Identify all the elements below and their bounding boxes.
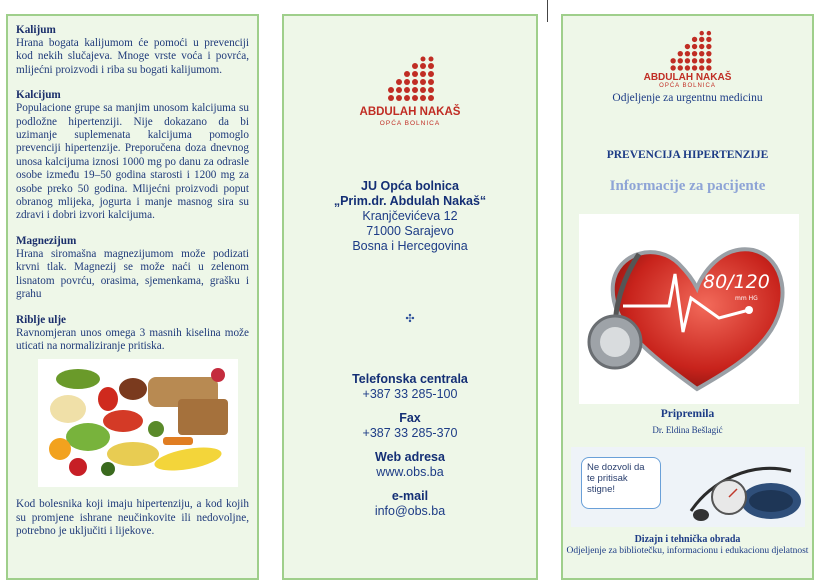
prevention-title: PREVENCIJA HIPERTENZIJE xyxy=(606,149,769,161)
prepared-label: Pripremila xyxy=(660,408,715,420)
section-body: Hrana siromašna magnezijumom može podizati krvni tlak. Magnezij se može naći u zelenom lisnatom povrću, orasima, sjemenkama, grašku i grahu xyxy=(16,247,249,301)
section-kalcijum xyxy=(16,89,249,223)
heart-reading: 80/120 xyxy=(703,271,770,293)
design-credit: Odjeljenje za bibliotečku, informacionu i edukacionu djelatnost xyxy=(566,546,809,556)
slogan-bubble: Ne dozvoli da te pritisak stigne! xyxy=(581,457,661,509)
closing-note: Kod bolesnika koji imaju hipertenziju, a kod kojih su promjene ishrane neučinkovite ili nedovoljne, potrebno je uključiti i lijekove. xyxy=(16,498,249,538)
heart-icon xyxy=(579,214,799,404)
address-block xyxy=(284,179,536,254)
section-kalijum xyxy=(16,24,249,77)
email-link[interactable]: info@obs.ba xyxy=(374,504,446,518)
email-label: e-mail xyxy=(391,489,429,503)
fax-value: +387 33 285-370 xyxy=(362,426,458,440)
healthy-food-image xyxy=(38,359,238,487)
hospital-logo-icon xyxy=(666,30,716,72)
phone-value: +387 33 285-100 xyxy=(362,387,458,401)
heart-unit: mm HG xyxy=(735,295,758,302)
org-name: JU Opća bolnica xyxy=(361,179,459,193)
department: Odjeljenje za urgentnu medicinu xyxy=(612,92,763,104)
patient-info-title: Informacije za pacijente xyxy=(609,178,766,194)
sphygmomanometer-icon xyxy=(681,451,805,527)
web-link[interactable]: www.obs.ba xyxy=(376,465,444,479)
section-title: Kalcijum xyxy=(16,89,61,102)
heart-illustration xyxy=(579,214,799,404)
country: Bosna i Hercegovina xyxy=(352,239,468,253)
panel-contact xyxy=(282,14,538,580)
org-fullname: „Prim.dr. Abdulah Nakaš“ xyxy=(333,194,487,208)
section-title: Riblje ulje xyxy=(16,313,67,326)
logo-subtitle: OPĆA BOLNICA xyxy=(379,120,441,127)
fax-label: Fax xyxy=(399,411,421,425)
logo-name: ABDULAH NAKAŠ xyxy=(359,106,461,118)
design-title: Dizajn i tehnička obrada xyxy=(634,534,741,545)
author-name: Dr. Eldina Bešlagić xyxy=(652,425,723,435)
web-label: Web adresa xyxy=(375,450,445,464)
section-body: Hrana bogata kalijumom će pomoći u prevenciji kod nekih slučajeva. Mnoge vrste voća i povrća, mlijećni proizvodi i riba su bogati kalijumom. xyxy=(16,37,249,76)
logo-name: ABDULAH NAKAŠ xyxy=(643,72,732,83)
section-magnezijum xyxy=(16,235,249,302)
contact-list xyxy=(284,372,536,528)
section-title: Kalijum xyxy=(16,24,56,36)
panel-nutrition xyxy=(6,14,259,580)
street: Kranjčevićeva 12 xyxy=(362,209,458,223)
fold-mark xyxy=(547,0,548,22)
section-body: Ravnomjeran unos omega 3 masnih kiselina može uticati na normaliziranje pritiska. xyxy=(16,326,249,352)
panel-cover xyxy=(561,14,814,580)
section-riblje-ulje xyxy=(16,314,249,354)
section-title: Magnezijum xyxy=(16,234,77,247)
logo-subtitle: OPĆA BOLNICA xyxy=(659,83,716,89)
city: 71000 Sarajevo xyxy=(366,224,454,238)
ornament-icon: ✣ xyxy=(405,313,415,325)
blood-pressure-image xyxy=(571,447,805,527)
section-body: Populacione grupe sa manjim unosom kalcijuma su podložne hipertenziji. Nije dokazano da bi uzimanje suplemenata kalcijuma pomoglo prevenciji hipertenzije. Preporučena doza dnevnog unosa kalcijuma iznosi 1000 mg po danu za odrasle osobe između 19–50 godina starosti i 1200 mg za osobe preko 50 godina. Mlijećni proizvodi poput obranog mlijeka, jogurta i manje masnog sira su zdravi i dobri izvori kalcijuma. xyxy=(16,102,249,222)
phone-label: Telefonska centrala xyxy=(352,372,468,386)
hospital-logo-icon xyxy=(383,56,439,102)
